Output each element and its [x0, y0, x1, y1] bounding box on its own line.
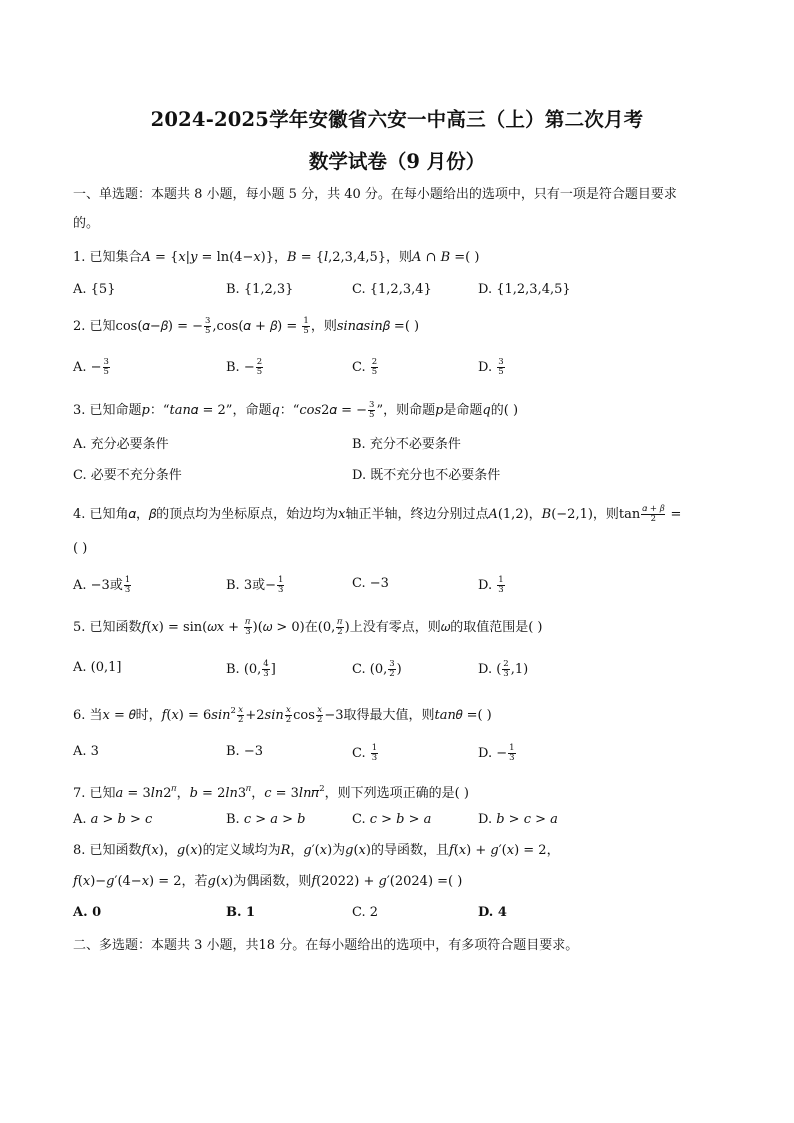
section-1-intro-cont: 的。 — [73, 216, 100, 231]
exam-title: 2024-2025学年安徽省六安一中高三（上）第二次月考 — [150, 108, 644, 131]
q7-sup-b: 𝜋 — [246, 784, 252, 794]
q5-fraction-1 — [244, 618, 251, 637]
q5-option-d-label: D. ( — [478, 662, 502, 677]
q2-option-d-frac — [497, 358, 504, 377]
q2-option-d — [478, 358, 506, 377]
q2-option-b-den: 5 — [256, 367, 263, 377]
q4-option-d — [478, 576, 506, 595]
q6-option-c-label: C. — [352, 746, 370, 761]
section-2-intro: 二、多选题：本题共 3 小题，共18 分。在每小题给出的选项中，有多项符合题目要求。 — [73, 938, 579, 953]
q2-frac2-den: 5 — [303, 326, 309, 336]
q5-stem-part-a: 5. 已知函数𝑓(𝑥) = sin(𝜔𝑥 + — [73, 620, 244, 635]
q6-fraction-2 — [285, 706, 292, 725]
q2-option-d-num: 3 — [498, 357, 504, 367]
q4-option-c: C. −3 — [352, 576, 389, 591]
q2-option-a-frac — [103, 358, 110, 377]
q4-option-d-num: 1 — [498, 575, 504, 585]
q2-option-b-num: 2 — [256, 357, 263, 367]
q2-option-c — [352, 358, 379, 377]
q2-option-c-den: 5 — [371, 367, 378, 377]
q6-sup: 2 — [230, 706, 236, 716]
q5-stem-part-c: )上没有零点，则𝜔的取值范围是( ) — [344, 620, 543, 635]
q4-stem-line2: ( ) — [73, 541, 88, 556]
q7-stem — [73, 781, 469, 802]
q5-frac1-num: 𝜋 — [245, 617, 251, 627]
q5-option-a: A. (0,1] — [73, 660, 122, 675]
q4-option-d-label: D. — [478, 578, 497, 593]
q5-option-b-den: 3 — [263, 669, 269, 679]
q6-option-c-frac — [371, 744, 378, 763]
q7-sup-a: 𝜋 — [171, 784, 177, 794]
q2-option-c-num: 2 — [371, 357, 378, 367]
q7-option-d: D. 𝑏 > 𝑐 > 𝑎 — [478, 812, 558, 827]
q2-fraction-1 — [204, 317, 211, 336]
q2-option-a-num: 3 — [103, 357, 109, 367]
q3-fraction — [368, 401, 375, 420]
q7-option-a: A. 𝑎 > 𝑏 > 𝑐 — [73, 812, 153, 827]
q8-option-d: D. 4 — [478, 905, 507, 920]
q2-option-a-label: A. − — [73, 360, 102, 375]
q3-stem-part-a: 3. 已知命题𝑝：“𝑡𝑎𝑛𝛼 = 2”，命题𝑞：“𝑐𝑜𝑠2𝛼 = − — [73, 403, 368, 418]
q3-option-b: B. 充分不必要条件 — [352, 437, 461, 452]
q6-option-c — [352, 744, 379, 763]
q5-frac2-num: 𝜋 — [337, 617, 343, 627]
q5-option-c-post: ) — [396, 662, 402, 677]
q8-option-b: B. 1 — [226, 905, 256, 920]
q7-stem-part-b: ，𝑏 = 2𝑙𝑛3 — [176, 786, 247, 801]
q3-option-d: D. 既不充分也不必要条件 — [352, 468, 501, 483]
q7-sup-c: 2 — [319, 784, 325, 794]
q1-stem: 1. 已知集合𝐴 = {𝑥|𝑦 = ln(4−𝑥)}，𝐵 = {𝑙,2,3,4,5}，则𝐴 ∩ 𝐵 =( ) — [73, 250, 480, 265]
q5-frac2-den: 2 — [337, 627, 343, 637]
q6-frac3-num: 𝑥 — [317, 705, 323, 715]
q4-fraction — [641, 505, 665, 524]
q3-stem — [73, 401, 518, 420]
q6-option-d-frac — [508, 744, 515, 763]
q2-option-a-den: 5 — [103, 367, 109, 377]
q5-option-c-num: 3 — [389, 659, 395, 669]
q6-frac1-num: 𝑥 — [238, 705, 244, 715]
q1-option-a: A. {5} — [73, 282, 116, 297]
q6-frac2-den: 2 — [285, 715, 292, 725]
q6-stem-part-c: cos — [293, 708, 315, 723]
q5-option-d-frac — [502, 660, 509, 679]
q6-frac2-num: 𝑥 — [286, 705, 291, 715]
q2-stem-part-b: ,cos(𝛼 + 𝛽) = — [212, 319, 302, 334]
q5-option-b — [226, 660, 276, 679]
q4-option-a-frac — [124, 576, 131, 595]
q6-frac3-den: 2 — [316, 715, 323, 725]
q2-option-c-frac — [371, 358, 378, 377]
q5-option-d-den: 3 — [503, 669, 509, 679]
q2-option-b-label: B. − — [226, 360, 255, 375]
q6-option-d — [478, 744, 517, 763]
q8-stem-line1: 8. 已知函数𝑓(𝑥)，𝑔(𝑥)的定义域均为𝑅，𝑔′(𝑥)为𝑔(𝑥)的导函数，且𝑓(𝑥) + 𝑔′(𝑥) = 2， — [73, 843, 560, 858]
q2-option-c-label: C. — [352, 360, 370, 375]
q4-option-a-num: 1 — [124, 575, 131, 585]
q1-option-c: C. {1,2,3,4} — [352, 282, 432, 297]
section-1-intro: 一、单选题：本题共 8 小题，每小题 5 分，共 40 分。在每小题给出的选项中，只有一项是符合题目要求 — [73, 187, 677, 202]
q3-stem-part-b: ”，则命题𝑝是命题𝑞的( ) — [376, 403, 519, 418]
q5-option-b-num: 4 — [263, 659, 269, 669]
q5-option-d-post: ,1) — [510, 662, 529, 677]
q1-option-d: D. {1,2,3,4,5} — [478, 282, 571, 297]
q2-frac1-num: 3 — [205, 316, 211, 326]
q2-stem-part-a: 2. 已知cos(𝛼−𝛽) = − — [73, 319, 203, 334]
q6-option-d-den: 3 — [509, 753, 515, 763]
q2-option-b-frac — [256, 358, 263, 377]
q5-option-c — [352, 660, 402, 679]
q2-fraction-2 — [302, 317, 309, 336]
q2-frac1-den: 5 — [205, 326, 211, 336]
q3-frac-num: 3 — [369, 400, 375, 410]
q7-stem-part-d: ，则下列选项正确的是( ) — [324, 786, 469, 801]
q5-option-b-frac — [262, 660, 269, 679]
q6-frac1-den: 2 — [237, 715, 244, 725]
q2-option-d-den: 5 — [498, 367, 504, 377]
q4-option-a — [73, 576, 132, 595]
q2-stem — [73, 317, 419, 336]
q5-stem — [73, 618, 542, 637]
q3-option-a: A. 充分必要条件 — [73, 437, 169, 452]
q2-option-a — [73, 358, 111, 377]
q7-stem-part-c: ，𝑐 = 3𝑙𝑛𝜋 — [251, 786, 320, 801]
q5-option-b-post: ] — [270, 662, 276, 677]
q2-frac2-num: 1 — [303, 316, 309, 326]
q4-option-d-frac — [497, 576, 504, 595]
q4-option-b-label: B. 3或− — [226, 578, 276, 593]
q2-option-d-label: D. — [478, 360, 497, 375]
q5-option-c-label: C. (0, — [352, 662, 388, 677]
q5-stem-part-b: )(𝜔 > 0)在(0, — [252, 620, 336, 635]
q5-option-c-den: 2 — [389, 669, 395, 679]
q4-stem-part-a: 4. 已知角𝛼，𝛽的顶点均为坐标原点，始边均为𝑥轴正半轴，终边分别过点𝐴(1,2)，𝐵(−2,1)，则tan — [73, 507, 641, 522]
q6-option-c-num: 1 — [371, 743, 378, 753]
q4-frac-num: 𝛼 + 𝛽 — [642, 504, 665, 514]
q4-option-a-den: 3 — [124, 585, 131, 595]
q6-option-a: A. 3 — [73, 744, 99, 759]
q6-fraction-1 — [237, 706, 244, 725]
q1-option-b: B. {1,2,3} — [226, 282, 294, 297]
q2-option-b — [226, 358, 264, 377]
q4-option-a-label: A. −3或 — [73, 578, 123, 593]
q6-stem-part-b: +2𝑠𝑖𝑛 — [245, 708, 284, 723]
q4-stem-part-b: = — [666, 507, 682, 522]
q6-option-d-label: D. − — [478, 746, 508, 761]
q3-frac-den: 5 — [369, 410, 375, 420]
q6-option-d-num: 1 — [509, 743, 515, 753]
q4-option-d-den: 3 — [498, 585, 504, 595]
q4-stem — [73, 505, 681, 524]
q5-option-b-label: B. (0, — [226, 662, 262, 677]
q4-option-b — [226, 576, 285, 595]
q4-option-b-num: 1 — [277, 575, 284, 585]
q7-option-c: C. 𝑐 > 𝑏 > 𝑎 — [352, 812, 432, 827]
exam-subtitle: 数学试卷（9 月份） — [308, 150, 486, 173]
q6-stem — [73, 703, 492, 725]
q5-option-d-num: 2 — [503, 659, 509, 669]
q6-stem-part-a: 6. 当𝑥 = 𝜃时，𝑓(𝑥) = 6𝑠𝑖𝑛 — [73, 708, 231, 723]
q7-option-b: B. 𝑐 > 𝑎 > 𝑏 — [226, 812, 306, 827]
q8-option-a: A. 0 — [73, 905, 102, 920]
q3-option-c: C. 必要不充分条件 — [73, 468, 182, 483]
q6-option-c-den: 3 — [371, 753, 378, 763]
q4-option-b-den: 3 — [277, 585, 284, 595]
q6-option-b: B. −3 — [226, 744, 263, 759]
q5-option-c-frac — [388, 660, 395, 679]
q2-stem-part-c: ，则𝑠𝑖𝑛𝛼𝑠𝑖𝑛𝛽 =( ) — [310, 319, 420, 334]
q5-frac1-den: 3 — [245, 627, 251, 637]
q4-frac-den: 2 — [650, 514, 657, 524]
q4-option-b-frac — [277, 576, 284, 595]
q8-option-c: C. 2 — [352, 905, 379, 920]
q8-stem-line2: 𝑓(𝑥)−𝑔′(4−𝑥) = 2，若𝑔(𝑥)为偶函数，则𝑓(2022) + 𝑔′(2024) =( ) — [73, 874, 463, 889]
q6-fraction-3 — [316, 706, 323, 725]
q7-stem-part-a: 7. 已知𝑎 = 3𝑙𝑛2 — [73, 786, 172, 801]
q5-fraction-2 — [336, 618, 343, 637]
q6-stem-part-d: −3取得最大值，则𝑡𝑎𝑛𝜃 =( ) — [324, 708, 492, 723]
q5-option-d — [478, 660, 528, 679]
